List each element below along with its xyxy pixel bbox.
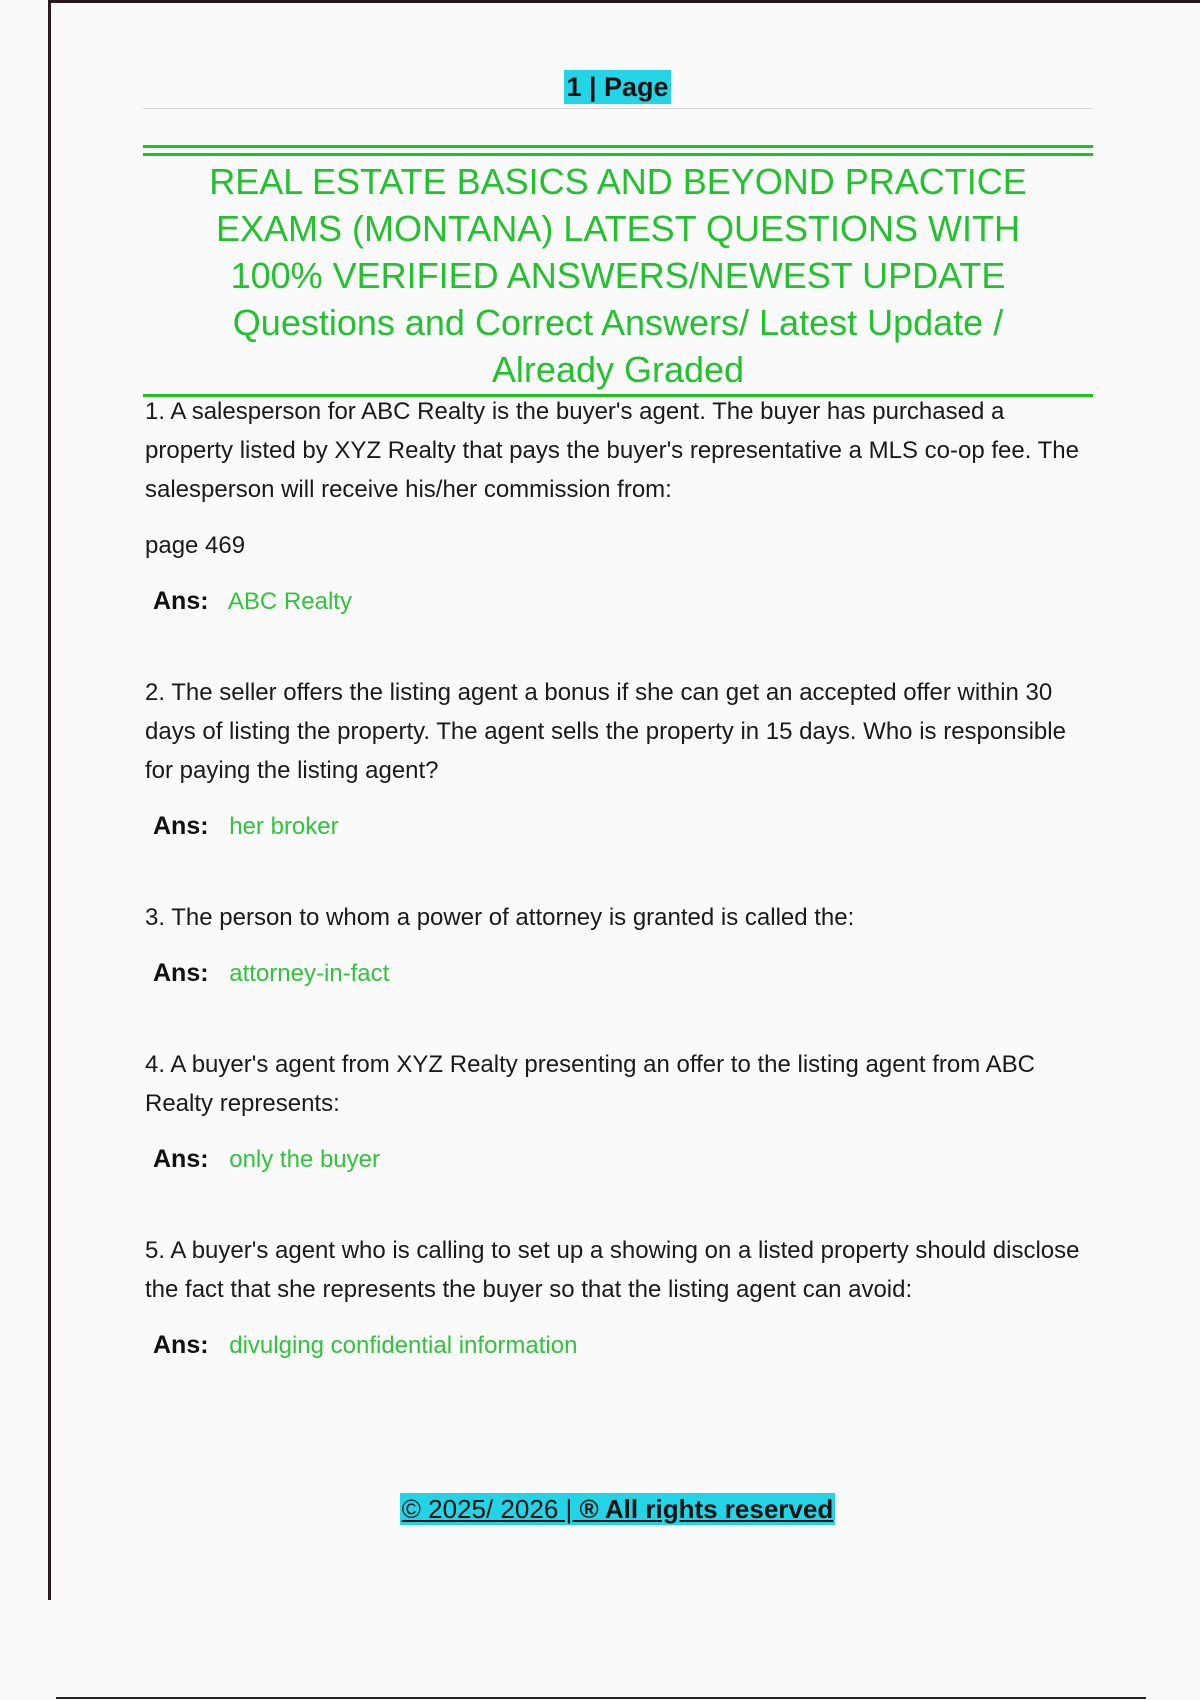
header-divider [143, 108, 1093, 109]
qa-item-5 [145, 1231, 1095, 1365]
qa-item-3 [145, 898, 1095, 993]
page-border-bottom [56, 1697, 1146, 1699]
answer-row [153, 954, 1095, 993]
answer-label: Ans: [153, 1331, 209, 1359]
title-line: 100% VERIFIED ANSWERS/NEWEST UPDATE [230, 255, 1006, 296]
qa-item-4 [145, 1045, 1095, 1179]
answer-row [153, 807, 1095, 846]
answer-text: attorney-in-fact [229, 960, 390, 987]
title-line: EXAMS (MONTANA) LATEST QUESTIONS WITH [215, 208, 1021, 249]
answer-row [153, 582, 1095, 621]
question-text: 3. The person to whom a power of attorney is granted is called the: [145, 904, 855, 931]
answer-row [153, 1140, 1095, 1179]
rights-reserved: ® All rights reserved [579, 1494, 834, 1524]
question-text: 4. A buyer's agent from XYZ Realty presenting an offer to the listing agent from ABC Realty represents: [145, 1051, 1035, 1117]
answer-text: divulging confidential information [229, 1332, 578, 1359]
answer-text: only the buyer [229, 1146, 380, 1173]
question-list [145, 392, 1095, 1365]
question-text: 5. A buyer's agent who is calling to set up a showing on a listed property should disclose the fact that she represents the buyer so that the listing agent can avoid: [145, 1237, 1080, 1303]
title-line: Questions and Correct Answers/ Latest Update / [232, 302, 1004, 343]
page-reference: page 469 [145, 532, 246, 559]
page-footer [0, 1493, 1200, 1525]
qa-item-2 [145, 673, 1095, 846]
question-text: 1. A salesperson for ABC Realty is the buyer's agent. The buyer has purchased a property listed by XYZ Realty that pays the buyer's representative a MLS co-op fee. The salesperson will receive his/her commission from: [145, 398, 1079, 503]
answer-row [153, 1326, 1095, 1365]
title-rule-top-2 [143, 153, 1093, 156]
title-line: Already Graded [491, 349, 745, 390]
page-border-top [50, 0, 1200, 3]
qa-item-1 [145, 392, 1095, 621]
title-line: REAL ESTATE BASICS AND BEYOND PRACTICE [209, 161, 1027, 202]
answer-label: Ans: [153, 587, 209, 615]
document-title [143, 158, 1093, 393]
answer-label: Ans: [153, 1145, 209, 1173]
answer-text: her broker [229, 813, 339, 840]
question-text: 2. The seller offers the listing agent a bonus if she can get an accepted offer within 30 days of listing the property. The agent sells the property in 15 days. Who is responsible for paying the listing agent? [145, 679, 1066, 784]
copyright-notice [400, 1493, 835, 1525]
title-rule-top-1 [143, 145, 1093, 148]
answer-text: ABC Realty [227, 588, 352, 615]
answer-label: Ans: [153, 959, 209, 987]
page-header [0, 70, 1200, 104]
answer-label: Ans: [153, 812, 209, 840]
page-border-left [48, 0, 51, 1600]
copyright-years: © 2025/ 2026 | [401, 1494, 580, 1524]
page-number: 1 | Page [566, 72, 669, 102]
